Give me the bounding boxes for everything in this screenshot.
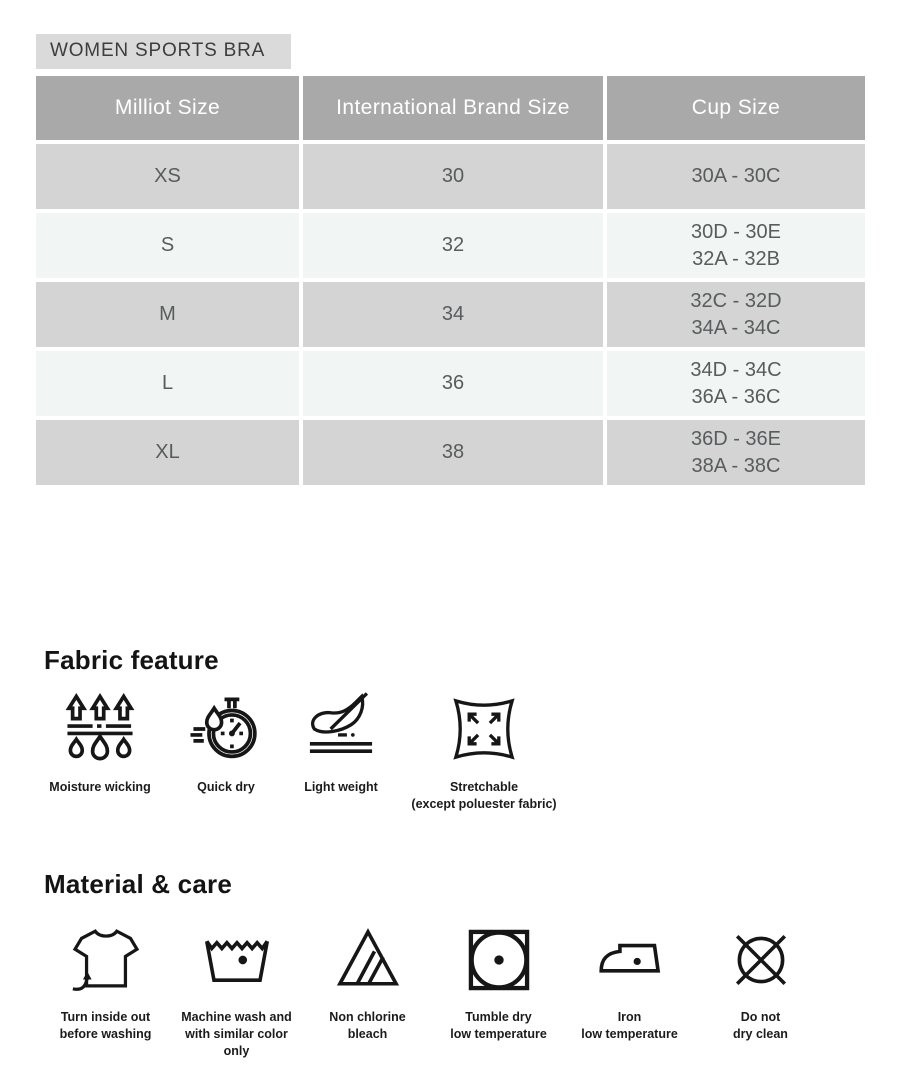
cell-intl: 38 <box>303 420 603 485</box>
moisture-wicking-icon <box>63 692 137 766</box>
cell-milliot: XS <box>36 144 299 209</box>
care-item-label: Turn inside out before washing <box>59 1009 152 1041</box>
do-not-dry-clean-icon <box>725 924 797 996</box>
care-item-non-chlorine-bleach <box>302 924 433 1043</box>
fabric-feature-heading: Fabric feature <box>44 645 219 675</box>
care-item-iron-low <box>564 924 695 1043</box>
cell-milliot: S <box>36 213 299 278</box>
quick-dry-icon <box>189 692 263 766</box>
machine-wash-icon <box>201 924 273 996</box>
care-item-label: Non chlorine bleach <box>329 1009 406 1041</box>
cell-intl: 30 <box>303 144 603 209</box>
care-item-do-not-dry-clean <box>695 924 826 1043</box>
cell-cup <box>607 420 865 485</box>
non-chlorine-bleach-icon <box>332 924 404 996</box>
cell-cup <box>607 213 865 278</box>
cup-line: 32A - 32B <box>692 247 780 270</box>
care-item-tumble-dry <box>433 924 564 1043</box>
header-cell-cup: Cup Size <box>607 76 865 140</box>
cup-line: 32C - 32D <box>690 289 782 312</box>
fabric-item-label: Moisture wicking <box>49 780 151 794</box>
cell-milliot: M <box>36 282 299 347</box>
stretchable-icon <box>447 692 521 766</box>
cup-line: 36D - 36E <box>690 427 782 450</box>
care-item-turn-inside-out <box>40 924 171 1043</box>
material-care-heading: Material & care <box>44 868 232 899</box>
fabric-item-stretchable <box>400 692 568 813</box>
care-item-label: Do not dry clean <box>733 1009 788 1041</box>
cell-intl: 34 <box>303 282 603 347</box>
iron-low-icon <box>594 924 666 996</box>
cup-line: 30A - 30C <box>691 165 781 187</box>
page-title: WOMEN SPORTS BRA <box>36 34 291 69</box>
turn-inside-out-icon <box>70 924 142 996</box>
care-item-machine-wash <box>171 924 302 1060</box>
material-care-row <box>40 924 909 1060</box>
cell-milliot: L <box>36 351 299 416</box>
cell-cup <box>607 351 865 416</box>
cell-milliot: XL <box>36 420 299 485</box>
cell-cup <box>607 144 865 209</box>
care-item-label: Iron low temperature <box>581 1009 678 1041</box>
fabric-item-label: Stretchable (except poluester fabric) <box>411 780 557 811</box>
cup-line: 30D - 30E <box>690 220 782 243</box>
cell-intl: 32 <box>303 213 603 278</box>
cup-line: 38A - 38C <box>691 454 781 477</box>
tumble-dry-icon <box>463 924 535 996</box>
fabric-item-moisture-wicking <box>30 692 170 796</box>
cell-cup <box>607 282 865 347</box>
light-weight-icon <box>304 692 378 766</box>
care-item-label: Tumble dry low temperature <box>450 1009 547 1041</box>
size-chart-table <box>36 76 865 485</box>
cell-intl: 36 <box>303 351 603 416</box>
header-cell-milliot: Milliot Size <box>36 76 299 140</box>
fabric-item-label: Light weight <box>304 780 378 794</box>
care-item-label: Machine wash and with similar color only <box>181 1009 292 1058</box>
fabric-item-quick-dry <box>170 692 282 796</box>
fabric-item-label: Quick dry <box>197 780 255 794</box>
cup-line: 36A - 36C <box>691 385 781 408</box>
header-cell-international: International Brand Size <box>303 76 603 140</box>
cup-line: 34D - 34C <box>690 358 782 381</box>
fabric-feature-row <box>30 692 909 813</box>
cup-line: 34A - 34C <box>691 316 781 339</box>
fabric-item-light-weight <box>282 692 400 796</box>
